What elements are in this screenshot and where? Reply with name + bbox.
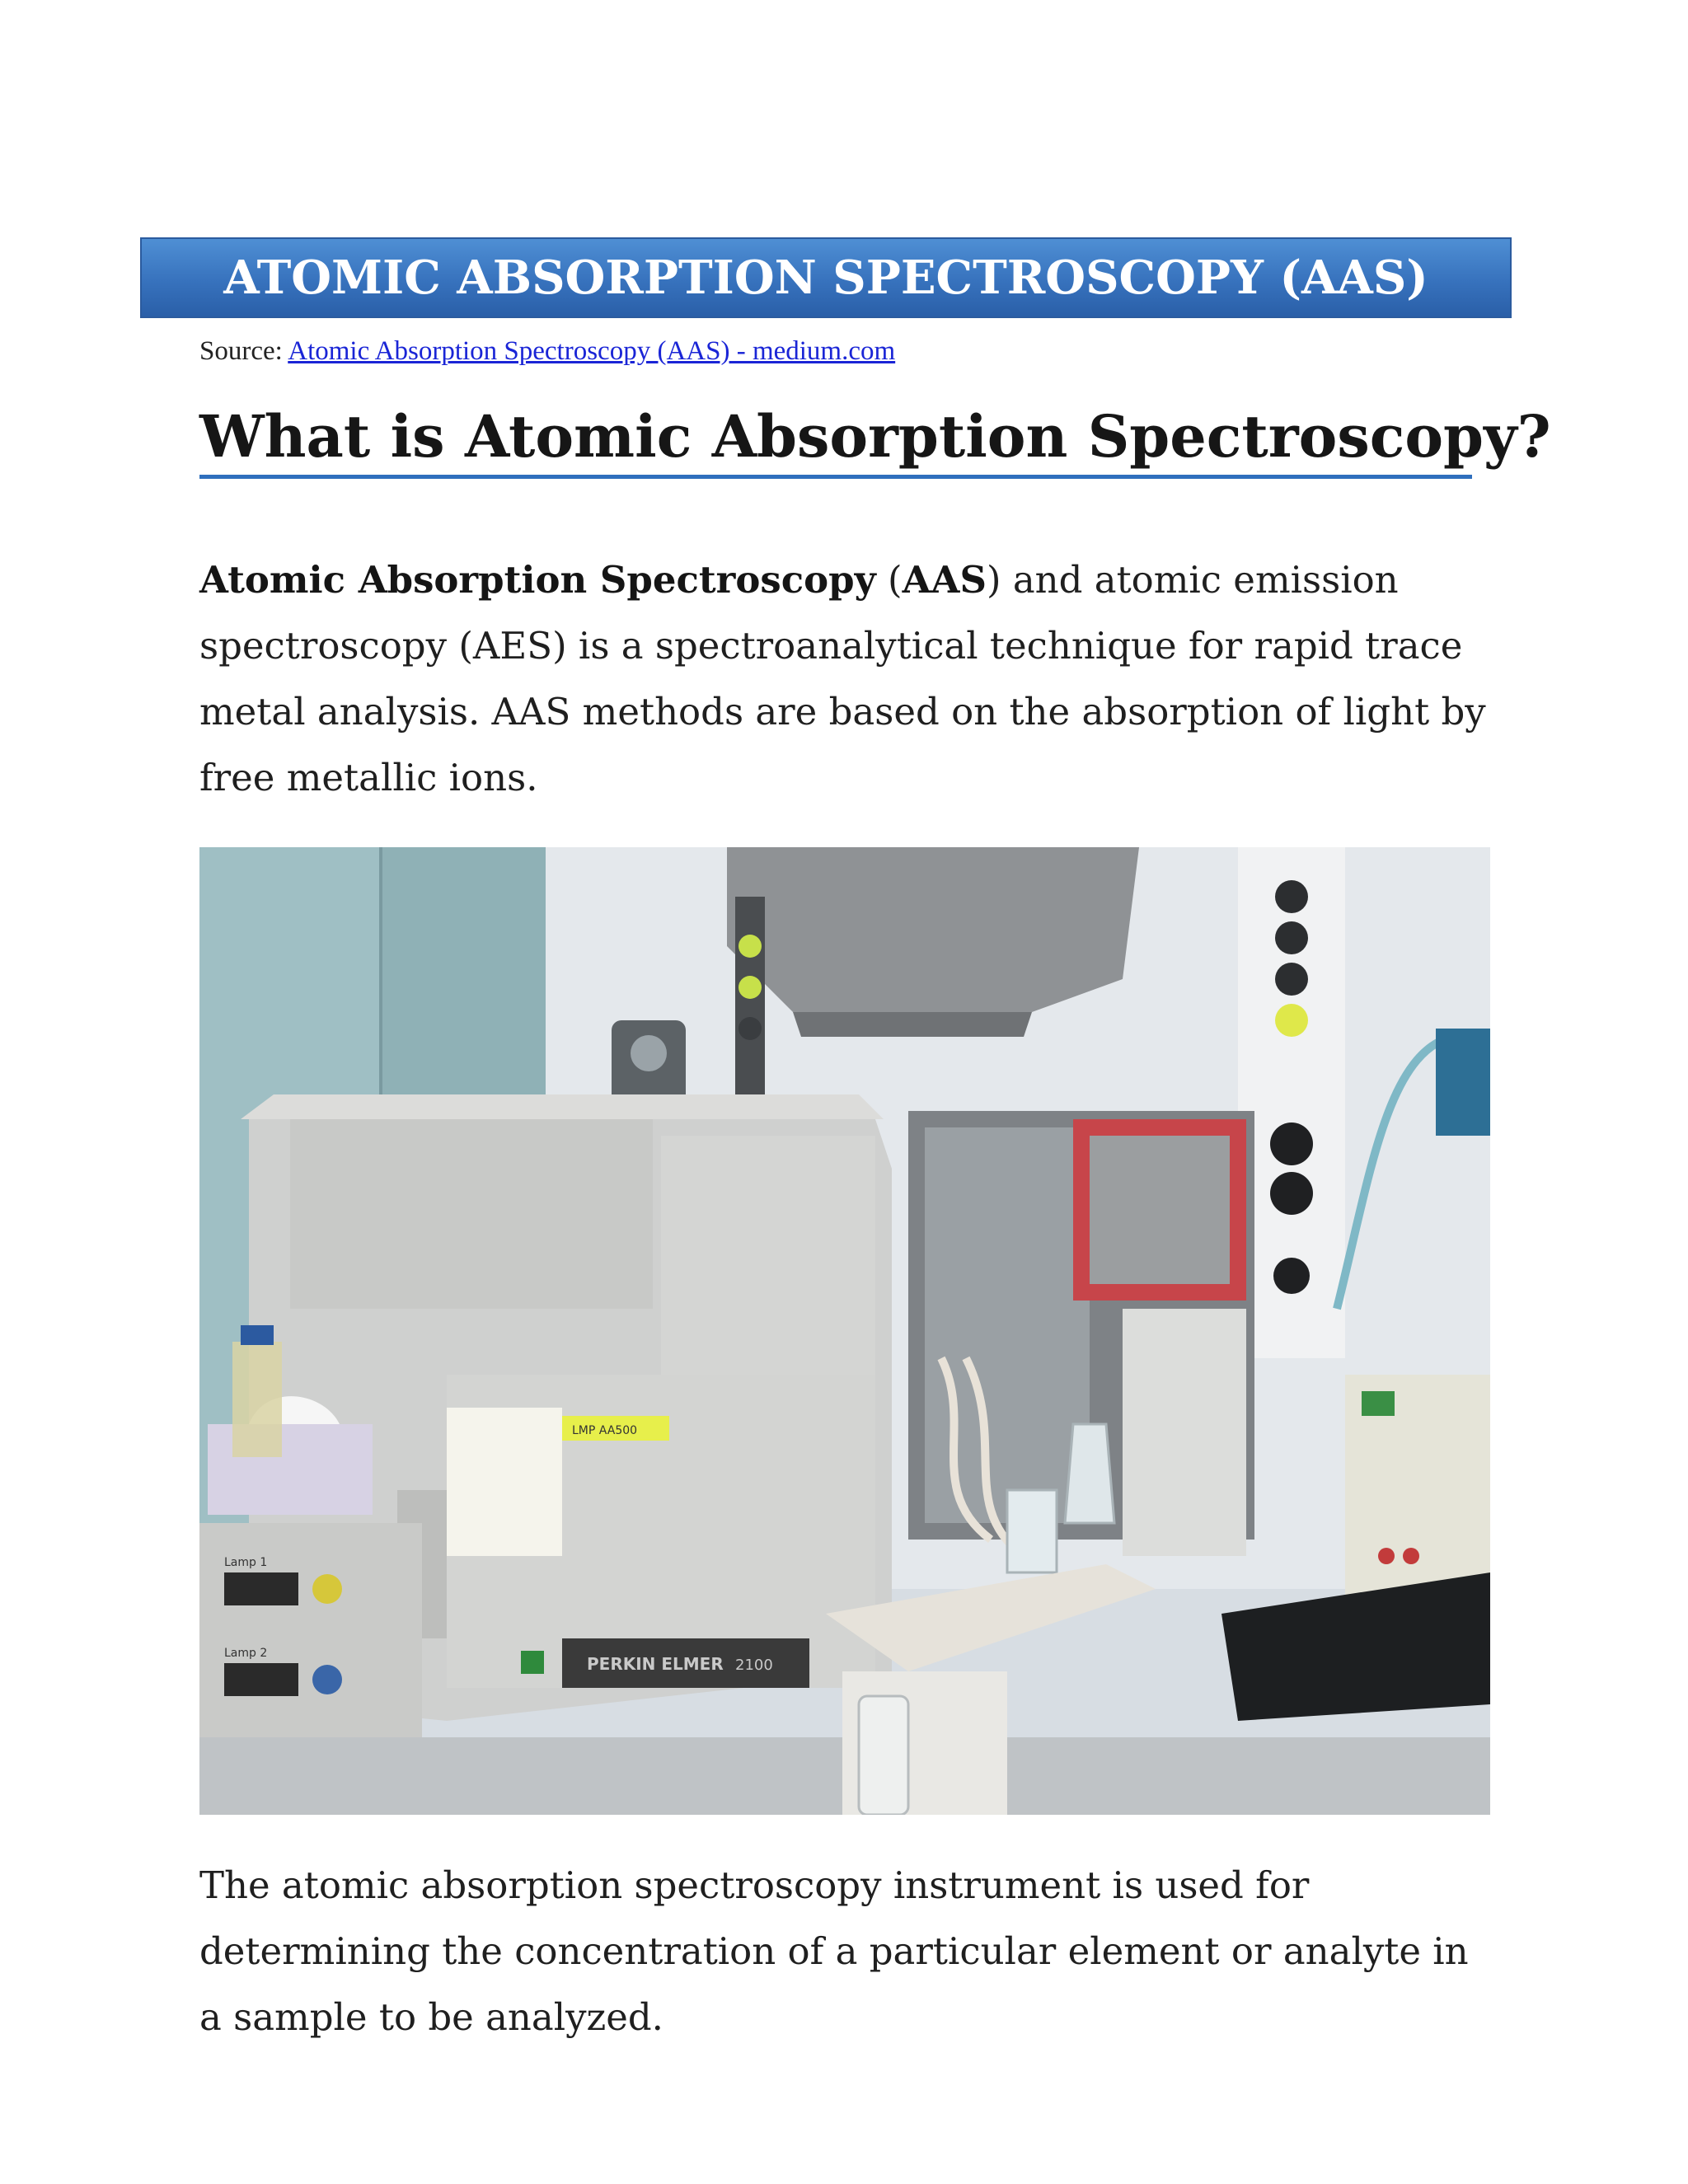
photo-model: 2100 (735, 1657, 773, 1674)
intro-rest: ) and atomic emission spectroscopy (AES) is a spectroanalytical technique for rapid trace metal analysis. AAS methods are based on the absorption of light by free metallic ions. (199, 558, 1486, 799)
aas-instrument-illustration (199, 847, 1490, 1815)
photo-brand: PERKIN ELMER (587, 1654, 724, 1674)
source-prefix: Source: (199, 336, 283, 366)
aas-instrument-photo (199, 847, 1490, 1815)
title-banner (140, 237, 1512, 318)
source-line (199, 336, 895, 367)
intro-abbr: AAS (902, 558, 987, 602)
banner-title: ATOMIC ABSORPTION SPECTROSCOPY (AAS) (223, 251, 1428, 305)
photo-lamp2-label: Lamp 2 (224, 1647, 268, 1660)
photo-label-tag: LMP AA500 (572, 1424, 638, 1437)
heading-underline (199, 475, 1472, 479)
source-link[interactable]: Atomic Absorption Spectroscopy (AAS) - medium.com (288, 336, 896, 366)
closing-paragraph: The atomic absorption spectroscopy instrument is used for determining the concentration of a particular element or analyte in a sample to be analyzed. (199, 1863, 1469, 2039)
intro-open-paren: ( (875, 558, 903, 602)
section-heading: What is Atomic Absorption Spectroscopy? (199, 402, 1551, 471)
intro-paragraph (199, 547, 1502, 811)
photo-lamp1-label: Lamp 1 (224, 1556, 268, 1569)
intro-term: Atomic Absorption Spectroscopy (199, 558, 876, 602)
